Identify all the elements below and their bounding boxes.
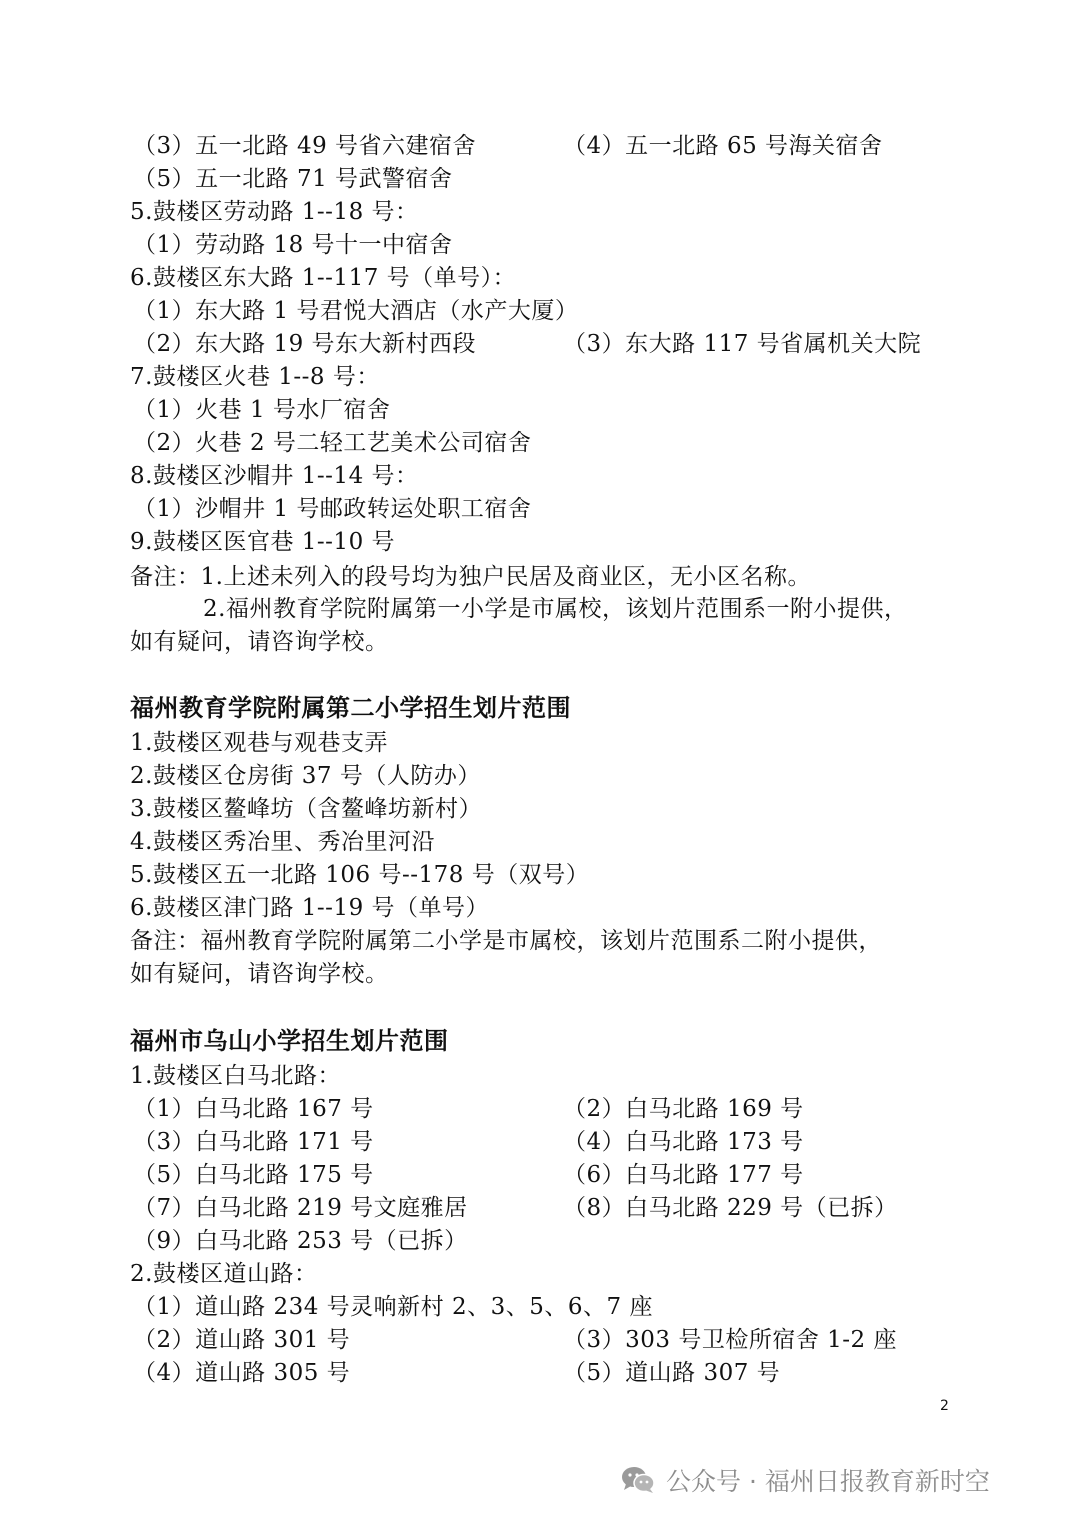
list-item: （5）白马北路 175 号 （6）白马北路 177 号 (133, 1162, 804, 1188)
note-line: 备注：福州教育学院附属第二小学是市属校，该划片范围系二附小提供， (130, 928, 882, 954)
list-item: （4）道山路 305 号 （5）道山路 307 号 (133, 1360, 781, 1386)
list-item: （1）东大路 1 号君悦大酒店（水产大厦） (133, 298, 579, 324)
note-line: 2.福州教育学院附属第一小学是市属校，该划片范围系一附小提供， (203, 596, 908, 622)
list-item: 5.鼓楼区劳动路 1--18 号： (130, 199, 419, 225)
list-item: （3）白马北路 171 号 （4）白马北路 173 号 (133, 1129, 804, 1155)
list-item: 2.鼓楼区仓房街 37 号（人防办） (130, 763, 481, 789)
section-title: 福州教育学院附属第二小学招生划片范围 (130, 694, 571, 722)
list-item: （2）东大路 19 号东大新村西段 （3）东大路 117 号省属机关大院 (133, 331, 922, 357)
list-item: （9）白马北路 253 号（已拆） (133, 1228, 468, 1254)
wechat-icon (620, 1465, 656, 1495)
list-item: （1）道山路 234 号灵响新村 2、3、5、6、7 座 (133, 1294, 653, 1320)
page-number: 2 (940, 1398, 949, 1414)
list-item: （2）火巷 2 号二轻工艺美术公司宿舍 (133, 430, 532, 456)
footer-text: 公众号 · 福州日报教育新时空 (666, 1467, 990, 1496)
list-item: 4.鼓楼区秀冶里、秀冶里河沿 (130, 829, 435, 855)
list-item: （1）火巷 1 号水厂宿舍 (133, 397, 391, 423)
list-item: 6.鼓楼区东大路 1--117 号（单号）： (130, 265, 517, 291)
list-item: 3.鼓楼区鳌峰坊（含鳌峰坊新村） (130, 796, 482, 822)
list-item: 7.鼓楼区火巷 1--8 号： (130, 364, 380, 390)
list-item: （1）劳动路 18 号十一中宿舍 (133, 232, 453, 258)
watermark-footer (620, 1460, 990, 1500)
list-item: 6.鼓楼区津门路 1--19 号（单号） (130, 895, 490, 921)
list-item: （1）沙帽井 1 号邮政转运处职工宿舍 (133, 496, 532, 522)
list-item: 9.鼓楼区医官巷 1--10 号 (130, 529, 396, 555)
list-item: 2.鼓楼区道山路： (130, 1261, 318, 1287)
list-item: （3）五一北路 49 号省六建宿舍 （4）五一北路 65 号海关宿舍 (133, 133, 883, 159)
list-item: 5.鼓楼区五一北路 106 号--178 号（双号） (130, 862, 590, 888)
list-item: 8.鼓楼区沙帽井 1--14 号： (130, 463, 419, 489)
list-item: 1.鼓楼区白马北路： (130, 1063, 341, 1089)
note-line: 备注：1.上述未列入的段号均为独户民居及商业区，无小区名称。 (130, 564, 811, 590)
note-line: 如有疑问，请咨询学校。 (130, 961, 389, 987)
section-title: 福州市乌山小学招生划片范围 (130, 1027, 449, 1055)
list-item: （2）道山路 301 号 （3）303 号卫检所宿舍 1-2 座 (133, 1327, 898, 1353)
list-item: （1）白马北路 167 号 （2）白马北路 169 号 (133, 1096, 804, 1122)
list-item: （7）白马北路 219 号文庭雅居 （8）白马北路 229 号（已拆） (133, 1195, 898, 1221)
list-item: （5）五一北路 71 号武警宿舍 (133, 166, 453, 192)
note-line: 如有疑问，请咨询学校。 (130, 629, 389, 655)
list-item: 1.鼓楼区观巷与观巷支弄 (130, 730, 388, 756)
